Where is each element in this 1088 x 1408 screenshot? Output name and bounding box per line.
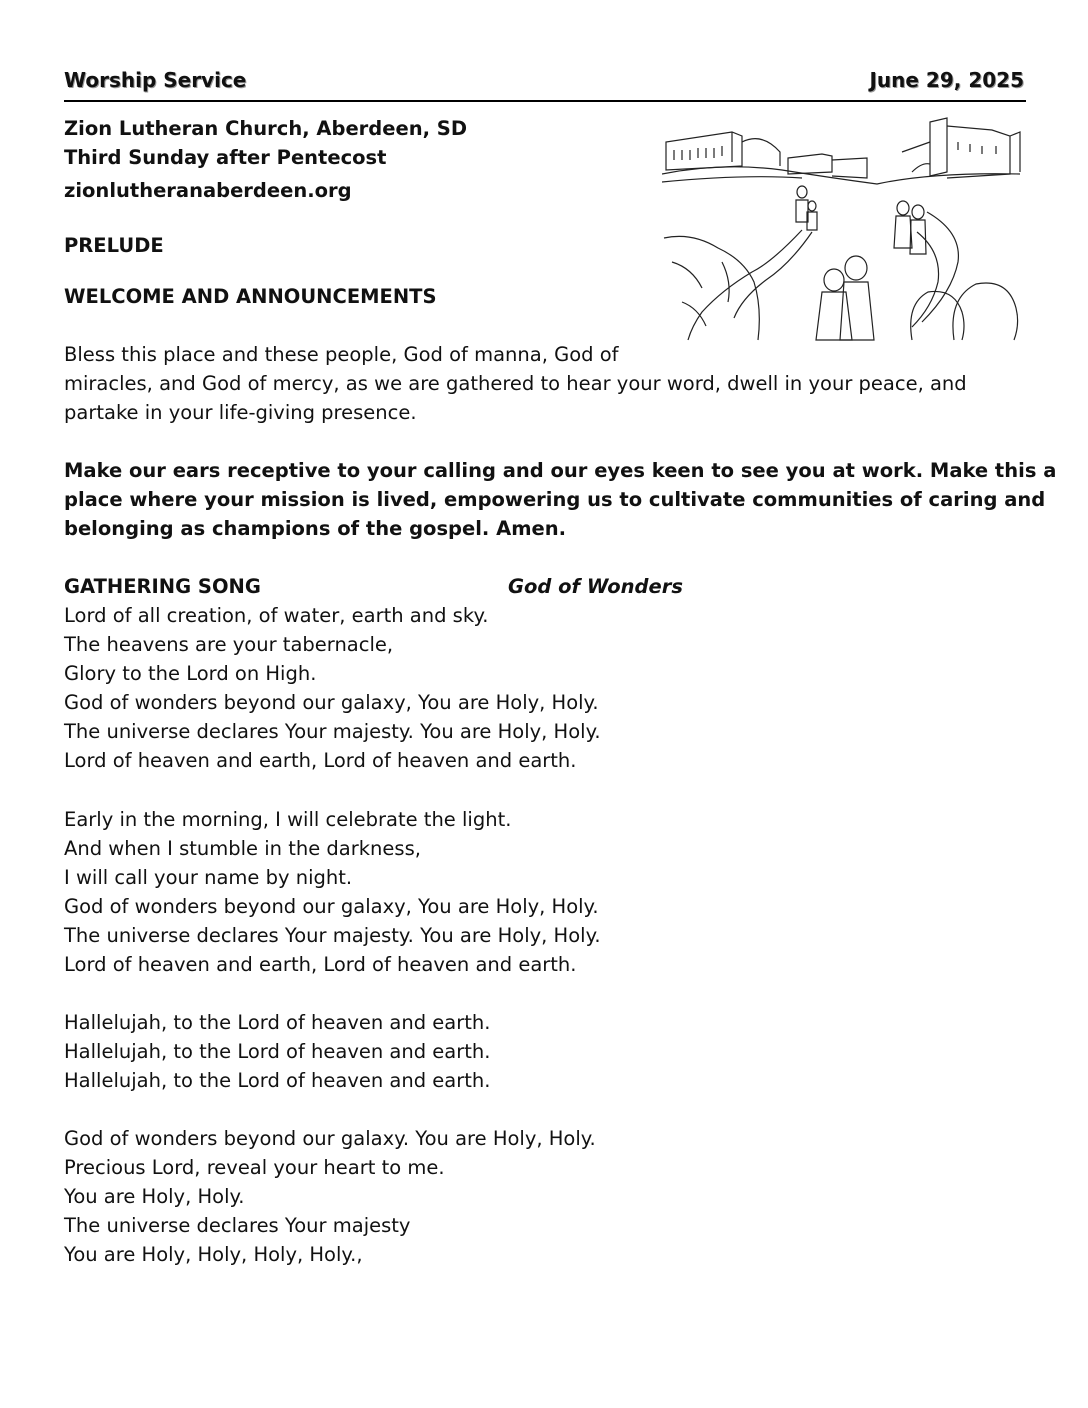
- lyric-line: Lord of all creation, of water, earth and sky.: [64, 604, 489, 627]
- prayer-line-3: partake in your life-giving presence.: [64, 401, 417, 424]
- lyric-line: Glory to the Lord on High.: [64, 662, 317, 685]
- church-name: Zion Lutheran Church, Aberdeen, SD: [64, 117, 468, 140]
- lyric-line: Early in the morning, I will celebrate the light.: [64, 808, 512, 831]
- lyric-line: Hallelujah, to the Lord of heaven and earth.: [64, 1069, 491, 1092]
- prayer-line-2: miracles, and God of mercy, as we are gathered to hear your word, dwell in your peace, and: [64, 372, 967, 395]
- lyric-line: God of wonders beyond our galaxy, You are Holy, Holy.: [64, 895, 599, 918]
- lyric-line: Lord of heaven and earth, Lord of heaven and earth.: [64, 953, 577, 976]
- welcome-heading: WELCOME AND ANNOUNCEMENTS: [64, 285, 437, 308]
- lyric-line: Hallelujah, to the Lord of heaven and earth.: [64, 1040, 491, 1063]
- lyric-line: And when I stumble in the darkness,: [64, 837, 421, 860]
- lyric-line: The universe declares Your majesty. You are Holy, Holy.: [64, 924, 601, 947]
- lyric-line: Lord of heaven and earth, Lord of heaven and earth.: [64, 749, 577, 772]
- lyric-line: Hallelujah, to the Lord of heaven and earth.: [64, 1011, 491, 1034]
- lyric-line: The heavens are your tabernacle,: [64, 633, 394, 656]
- gathering-song-title: God of Wonders: [508, 575, 683, 598]
- prayer-response-1: Make our ears receptive to your calling and our eyes keen to see you at work. Make this a: [64, 459, 1057, 482]
- lyric-line: The universe declares Your majesty: [64, 1214, 411, 1237]
- lyric-line: Precious Lord, reveal your heart to me.: [64, 1156, 445, 1179]
- liturgical-day: Third Sunday after Pentecost: [64, 146, 387, 169]
- prayer-response-2: place where your mission is lived, empowering us to cultivate communities of caring and: [64, 488, 1046, 511]
- prayer-response-3: belonging as champions of the gospel. Amen.: [64, 517, 567, 540]
- page-header: [64, 66, 1026, 102]
- lyric-line: I will call your name by night.: [64, 866, 353, 889]
- prelude-heading: PRELUDE: [64, 234, 164, 257]
- illustration-road-to-emmaus: [662, 112, 1022, 342]
- service-date: June 29, 2025: [869, 68, 1024, 92]
- gathering-song-heading: GATHERING SONG: [64, 575, 261, 598]
- prayer-line-1: Bless this place and these people, God of manna, God of: [64, 343, 619, 366]
- lyric-line: The universe declares Your majesty. You are Holy, Holy.: [64, 720, 601, 743]
- service-label: Worship Service: [64, 68, 247, 92]
- lyric-line: You are Holy, Holy, Holy, Holy.,: [64, 1243, 363, 1266]
- church-website: zionlutheranaberdeen.org: [64, 179, 352, 202]
- lyric-line: God of wonders beyond our galaxy, You are Holy, Holy.: [64, 691, 599, 714]
- lyric-line: You are Holy, Holy.: [64, 1185, 245, 1208]
- lyric-line: God of wonders beyond our galaxy. You are Holy, Holy.: [64, 1127, 596, 1150]
